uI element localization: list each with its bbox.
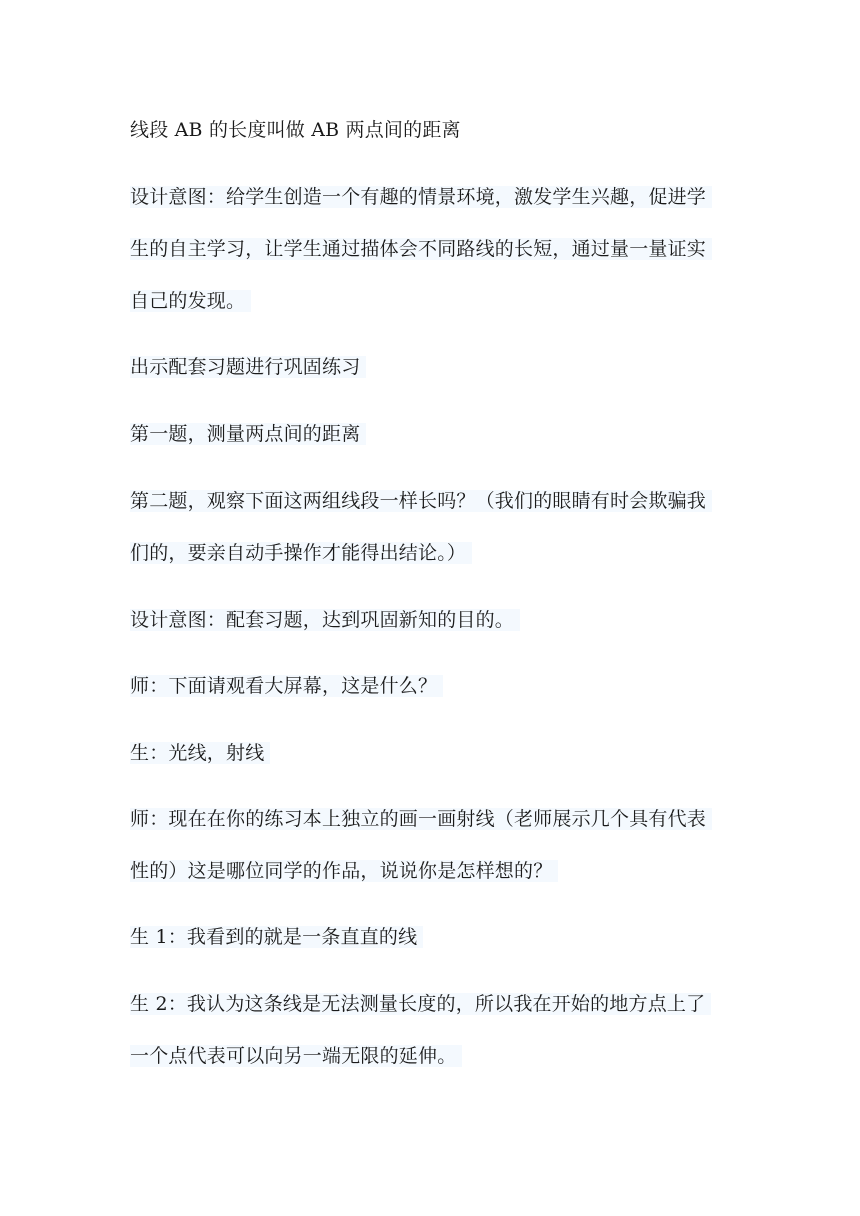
text-line: 自己的发现。 — [130, 290, 251, 312]
paragraph-design-intent-1-cont — [130, 234, 730, 264]
text-line: 师：下面请观看大屏幕，这是什么？ — [130, 675, 443, 697]
text-line: 一个点代表可以向另一端无限的延伸。 — [130, 1045, 462, 1067]
text-line: 生：光线，射线 — [130, 742, 270, 764]
paragraph-student-answer — [130, 738, 730, 768]
paragraph-exercise-2-cont — [130, 538, 730, 568]
text-line: 出示配套习题进行巩固练习 — [130, 356, 366, 378]
paragraph-teacher-instruction — [130, 804, 730, 834]
text-line: 设计意图：配套习题，达到巩固新知的目的。 — [130, 609, 520, 631]
paragraph-design-intent-2 — [130, 605, 730, 635]
paragraph-teacher-instruction-cont — [130, 856, 730, 886]
text-line: 第一题，测量两点间的距离 — [130, 423, 366, 445]
paragraph-exercise-1 — [130, 419, 730, 449]
paragraph-teacher-question — [130, 671, 730, 701]
text-line: 师：现在在你的练习本上独立的画一画射线（老师展示几个具有代表 — [130, 808, 712, 830]
text-line: 线段 AB 的长度叫做 AB 两点间的距离 — [130, 119, 461, 141]
paragraph-exercise-2 — [130, 486, 730, 516]
text-line: 性的）这是哪位同学的作品，说说你是怎样想的？ — [130, 860, 558, 882]
paragraph-student-2 — [130, 989, 730, 1019]
paragraph-design-intent-1 — [130, 182, 730, 212]
text-line: 生的自主学习，让学生通过描体会不同路线的长短，通过量一量证实 — [130, 238, 712, 260]
text-line: 设计意图：给学生创造一个有趣的情景环境，激发学生兴趣，促进学 — [130, 186, 712, 208]
text-line: 第二题，观察下面这两组线段一样长吗？（我们的眼睛有时会欺骗我 — [130, 490, 712, 512]
text-line: 生 1：我看到的就是一条直直的线 — [130, 926, 423, 948]
paragraph-student-1 — [130, 922, 730, 952]
paragraph-design-intent-1-end — [130, 286, 730, 316]
paragraph-exercise-intro — [130, 352, 730, 382]
text-line: 们的，要亲自动手操作才能得出结论。） — [130, 542, 472, 564]
paragraph-student-2-cont — [130, 1041, 730, 1071]
text-line: 生 2：我认为这条线是无法测量长度的，所以我在开始的地方点上了 — [130, 993, 711, 1015]
paragraph-segment-distance-definition — [130, 115, 730, 145]
